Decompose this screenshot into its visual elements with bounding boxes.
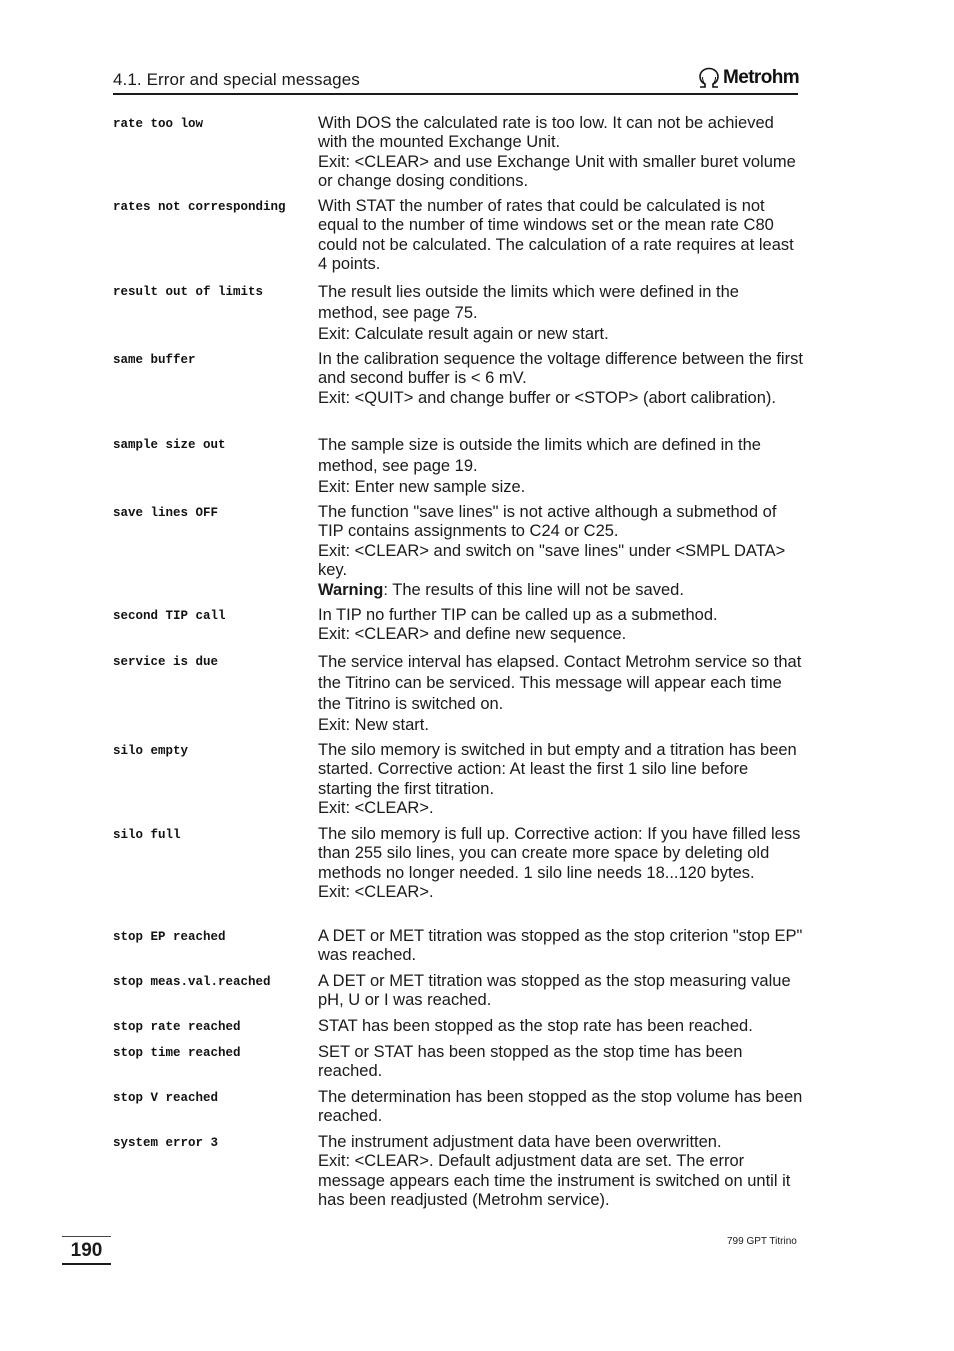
description-line: The instrument adjustment data have been overwritten. xyxy=(318,1133,722,1151)
message-code: rates not corresponding xyxy=(113,200,286,214)
message-description xyxy=(318,972,803,1011)
message-description xyxy=(318,606,803,645)
section-title: 4.1. Error and special messages xyxy=(113,70,360,89)
description-line: Exit: <CLEAR>. Default adjustment data are set. The error message appears each time the instrument is switched on until it has been readjusted (Metrohm service). xyxy=(318,1152,791,1210)
message-code: rate too low xyxy=(113,117,204,131)
description-line: A DET or MET titration was stopped as the stop measuring value pH, U or I was reached. xyxy=(318,972,800,1010)
message-code: second TIP call xyxy=(113,609,226,623)
warning-line xyxy=(318,581,803,600)
description-line: The result lies outside the limits which were defined in the method, see page 75. xyxy=(318,283,739,322)
description-line: Exit: <CLEAR>. xyxy=(318,883,434,902)
description-line: Exit: Calculate result again or new start. xyxy=(318,325,609,343)
message-description xyxy=(318,282,803,345)
description-line: With STAT the number of rates that could be calculated is not equal to the number of time windows set or the mean rate C80 could not be calculated. The calculation of a rate requires at least 4 points. xyxy=(318,197,794,274)
description-line: The silo memory is full up. Corrective action: If you have filled less than 255 silo lines, you can create more space by deleting old methods no longer needed. 1 silo line needs 18...120 bytes. xyxy=(318,825,801,882)
message-code: service is due xyxy=(113,655,219,669)
message-description xyxy=(318,1017,803,1036)
message-description xyxy=(318,741,803,819)
description-line: STAT has been stopped as the stop rate has been reached. xyxy=(318,1017,753,1035)
page-number-rule-bottom xyxy=(62,1263,111,1265)
description-line: In TIP no further TIP can be called up as a submethod. xyxy=(318,606,718,624)
description-line: With DOS the calculated rate is too low. It can not be achieved with the mounted Exchange Unit. xyxy=(318,114,774,152)
page-number-rule-top xyxy=(62,1236,111,1237)
message-code: stop time reached xyxy=(113,1046,241,1060)
description-line: Exit: <QUIT> and change buffer or <STOP> (abort calibration). xyxy=(318,388,776,407)
message-description xyxy=(318,503,803,600)
footer-product-name: 799 GPT Titrino xyxy=(727,1236,797,1247)
message-code: stop meas.val.reached xyxy=(113,975,271,989)
message-description xyxy=(318,197,803,275)
message-description xyxy=(318,927,803,966)
message-description xyxy=(318,825,803,903)
description-line: Exit: <CLEAR> and define new sequence. xyxy=(318,625,627,644)
metrohm-omega-icon xyxy=(697,67,721,89)
message-code: stop rate reached xyxy=(113,1020,241,1034)
message-description xyxy=(318,1088,803,1127)
description-line: The sample size is outside the limits which are defined in the method, see page 19. xyxy=(318,436,761,475)
message-code: system error 3 xyxy=(113,1136,219,1150)
page-number: 190 xyxy=(70,1240,103,1261)
logo-text: Metrohm xyxy=(723,67,800,88)
message-description xyxy=(318,350,803,408)
message-description xyxy=(318,652,803,736)
message-code: silo full xyxy=(113,828,181,842)
description-line: A DET or MET titration was stopped as the stop criterion "stop EP" was reached. xyxy=(318,927,803,965)
warning-label: Warning xyxy=(318,580,384,599)
description-line: Exit: <CLEAR> and switch on "save lines" under <SMPL DATA> key. xyxy=(318,541,786,580)
description-line: Exit: Enter new sample size. xyxy=(318,478,526,496)
message-code: silo empty xyxy=(113,744,189,758)
message-code: save lines OFF xyxy=(113,506,219,520)
message-description xyxy=(318,114,803,192)
message-code: stop V reached xyxy=(113,1091,219,1105)
description-line: Exit: New start. xyxy=(318,716,429,734)
description-line: Exit: <CLEAR> and use Exchange Unit with smaller buret volume or change dosing conditions. xyxy=(318,152,796,191)
header-rule xyxy=(113,93,798,95)
message-code: stop EP reached xyxy=(113,930,226,944)
message-code: same buffer xyxy=(113,353,196,367)
description-line: In the calibration sequence the voltage difference between the first and second buffer is < 6 mV. xyxy=(318,350,803,388)
description-line: Exit: <CLEAR>. xyxy=(318,799,434,818)
warning-text: : The results of this line will not be saved. xyxy=(383,580,684,599)
message-description xyxy=(318,1043,803,1082)
description-line: The determination has been stopped as the stop volume has been reached. xyxy=(318,1088,803,1126)
description-line: The service interval has elapsed. Contact Metrohm service so that the Titrino can be serviced. This message will appear each time the Titrino is switched on. xyxy=(318,653,802,713)
message-description xyxy=(318,435,803,498)
message-description xyxy=(318,1133,803,1211)
description-line: SET or STAT has been stopped as the stop time has been reached. xyxy=(318,1043,743,1081)
message-code: result out of limits xyxy=(113,285,264,299)
message-code: sample size out xyxy=(113,438,226,452)
description-line: The silo memory is switched in but empty and a titration has been started. Corrective action: At least the first 1 silo line before starting the first titration. xyxy=(318,741,797,798)
brand-logo xyxy=(697,66,799,90)
description-line: The function "save lines" is not active although a submethod of TIP contains assignments to C24 or C25. xyxy=(318,503,777,541)
